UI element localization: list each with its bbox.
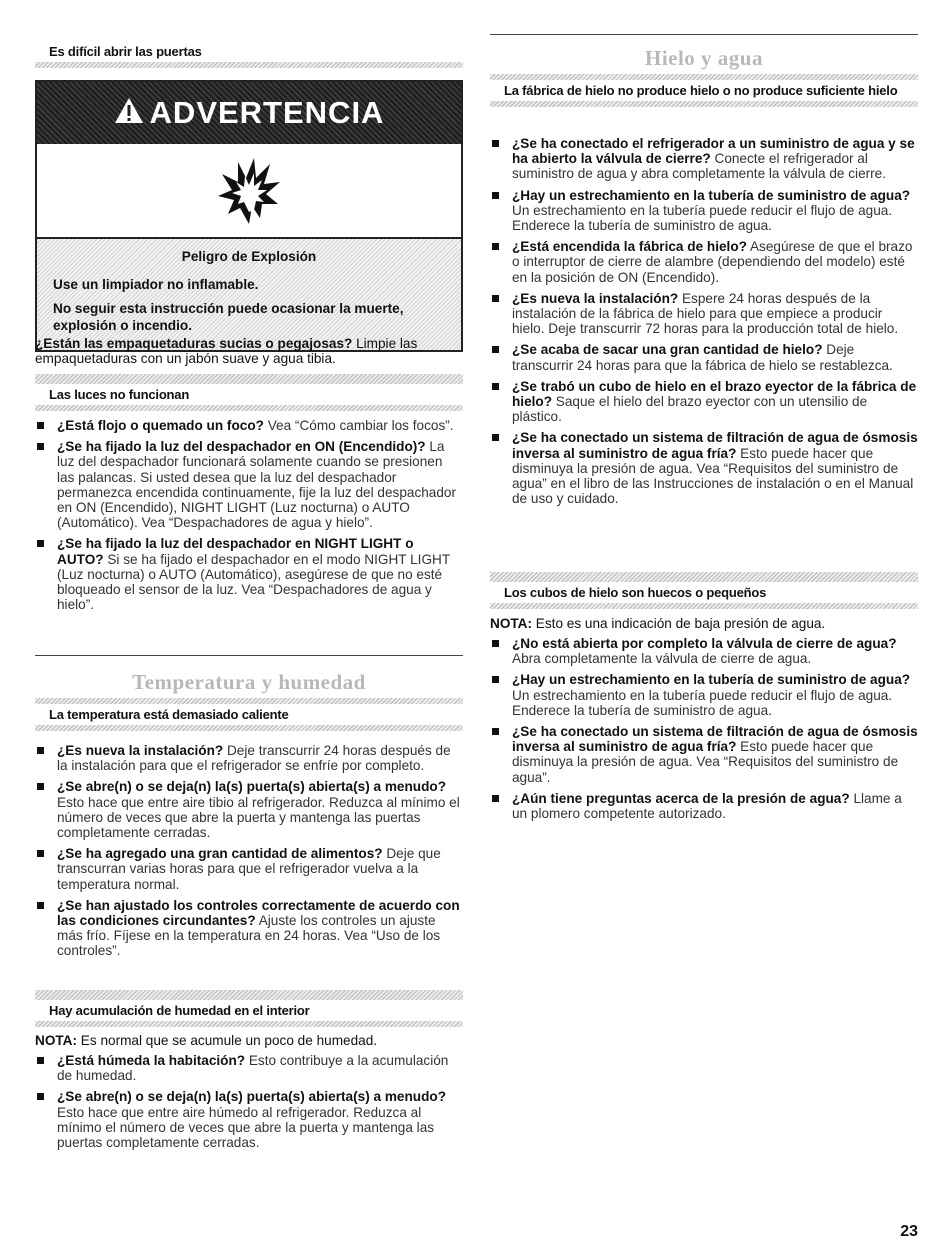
gaskets-question: ¿Están las empaquetaduras sucias o pegajosas? xyxy=(35,336,353,351)
warning-subtitle: Peligro de Explosión xyxy=(181,249,317,264)
list-item: ¿Se acaba de sacar una gran cantidad de hielo? Deje transcurrir 24 horas para que la fábrica de hielo se restablezca. xyxy=(490,342,918,372)
list-item: ¿Es nueva la instalación? Espere 24 horas después de la instalación de la fábrica de hielo para que empiece a producir hielo. Deje transcurrir 72 horas para la producción total de hielo. xyxy=(490,291,918,337)
list-item: ¿Se ha conectado un sistema de filtración de agua de ósmosis inversa al suministro de agua fría? Esto puede hacer que disminuya la presión de agua. Vea “Requisitos del suministro de agua”. xyxy=(490,724,918,785)
warning-header xyxy=(37,82,461,144)
list-item: ¿Se ha conectado el refrigerador a un suministro de agua y se ha abierto la válvula de cierre? Conecte el refrigerador al suministro de agua y abra completamente la válvula de cierre. xyxy=(490,136,918,182)
list-item: ¿Se ha agregado una gran cantidad de alimentos? Deje que transcurran varias horas para que el refrigerador vuelva a la temperatura normal. xyxy=(35,846,463,892)
list-item: ¿Aún tiene preguntas acerca de la presión de agua? Llame a un plomero competente autorizado. xyxy=(490,791,918,821)
humidity-header-label: Hay acumulación de humedad en el interior xyxy=(35,1000,463,1021)
humidity-list xyxy=(35,1053,463,1150)
humidity-note: NOTA: Es normal que se acumule un poco de humedad. xyxy=(35,1033,378,1048)
list-item: ¿Se ha fijado la luz del despachador en NIGHT LIGHT o AUTO? Si se ha fijado el despachador en el modo NIGHT LIGHT (Luz nocturna) o AUTO (Automático), asegúrese de que no esté bloqueado el sensor de la luz. Vea “Despachadores de agua y hielo”. xyxy=(35,536,463,612)
explosion-icon-area xyxy=(37,144,461,237)
divider xyxy=(490,34,918,35)
gaskets-paragraph xyxy=(35,336,463,366)
no-ice-list xyxy=(490,136,918,506)
no-ice-header-label: La fábrica de hielo no produce hielo o no produce suficiente hielo xyxy=(490,80,918,101)
list-item: ¿Se ha conectado un sistema de filtración de agua de ósmosis inversa al suministro de agua fría? Esto puede hacer que disminuya la presión de agua. Vea “Requisitos del suministro de agua” en el libro de las Instrucciones de instalación o en el Manual de uso y cuidado. xyxy=(490,430,918,506)
explosion-icon xyxy=(214,156,284,226)
warning-title: ADVERTENCIA xyxy=(149,95,385,130)
gaskets-answer: Limpie las empaquetaduras con un jabón suave y agua tibia. xyxy=(35,336,418,367)
warning-triangle-icon xyxy=(114,97,144,129)
page-number: 23 xyxy=(900,1223,918,1240)
list-item: ¿Está encendida la fábrica de hielo? Asegúrese de que el brazo o interruptor de cierre de alambre (dependiendo del modelo) esté en la posición de ON (Encendido). xyxy=(490,239,918,285)
lights-header xyxy=(35,374,463,411)
temperature-list xyxy=(35,743,463,959)
lights-header-label: Las luces no funcionan xyxy=(35,384,463,405)
list-item: ¿Se abre(n) o se deja(n) la(s) puerta(s) abierta(s) a menudo? Esto hace que entre aire húmedo al refrigerador. Reduzca al mínimo el número de veces que abre la puerta y mantenga las puertas completamente cerradas. xyxy=(35,1089,463,1150)
temperature-section-title: Temperatura y humedad xyxy=(132,670,366,694)
warning-box xyxy=(35,80,463,352)
list-item: ¿No está abierta por completo la válvula de cierre de agua? Abra completamente la válvula de cierre de agua. xyxy=(490,636,918,666)
warning-line-1: Use un limpiador no inflamable. xyxy=(53,277,259,292)
list-item: ¿Está flojo o quemado un foco? Vea “Cómo cambiar los focos”. xyxy=(35,418,463,433)
temperature-header xyxy=(35,698,463,731)
hollow-cubes-header-label: Los cubos de hielo son huecos o pequeños xyxy=(490,582,918,603)
no-ice-header xyxy=(490,74,918,107)
hollow-list xyxy=(490,636,918,821)
doors-header xyxy=(35,34,463,68)
list-item: ¿Se trabó un cubo de hielo en el brazo eyector de la fábrica de hielo? Saque el hielo del brazo eyector con un utensilio de plástico. xyxy=(490,379,918,425)
list-item: ¿Hay un estrechamiento en la tubería de suministro de agua? Un estrechamiento en la tubería puede reducir el flujo de agua. Enderece la tubería de suministro de agua. xyxy=(490,672,918,718)
list-item: ¿Se abre(n) o se deja(n) la(s) puerta(s) abierta(s) a menudo? Esto hace que entre aire tibio al refrigerador. Reduzca al mínimo el número de veces que abre la puerta y mantenga las puertas completamente cerradas. xyxy=(35,779,463,840)
list-item: ¿Se han ajustado los controles correctamente de acuerdo con las condiciones circundantes? Ajuste los controles un ajuste más frío. Fíjese en la temperatura en 24 horas. Vea “Uso de los controles”. xyxy=(35,898,463,959)
list-item: ¿Está húmeda la habitación? Esto contribuye a la acumulación de humedad. xyxy=(35,1053,463,1083)
list-item: ¿Hay un estrechamiento en la tubería de suministro de agua? Un estrechamiento en la tubería puede reducir el flujo de agua. Enderece la tubería de suministro de agua. xyxy=(490,188,918,234)
humidity-header xyxy=(35,990,463,1027)
temperature-header-label: La temperatura está demasiado caliente xyxy=(35,704,463,725)
warning-text-area xyxy=(37,237,461,350)
ice-water-section-title: Hielo y agua xyxy=(644,46,763,70)
list-item: ¿Se ha fijado la luz del despachador en ON (Encendido)? La luz del despachador funcionará solamente cuando se presionen las palancas. Si usted desea que la luz del despachador permanezca encendida continuamente, fije la luz del despachador en ON (Encendido), NIGHT LIGHT (Luz nocturna) o AUTO (Automático). Vea “Despachadores de agua y hielo”. xyxy=(35,439,463,530)
hollow-note: NOTA: Esto es una indicación de baja presión de agua. xyxy=(490,616,826,631)
doors-header-label: Es difícil abrir las puertas xyxy=(35,34,463,62)
divider xyxy=(35,655,463,656)
lights-list xyxy=(35,418,463,612)
warning-line-2: No seguir esta instrucción puede ocasionar la muerte, explosión o incendio. xyxy=(53,301,404,333)
hollow-cubes-header xyxy=(490,572,918,609)
list-item: ¿Es nueva la instalación? Deje transcurrir 24 horas después de la instalación para que el refrigerador se enfríe por completo. xyxy=(35,743,463,773)
